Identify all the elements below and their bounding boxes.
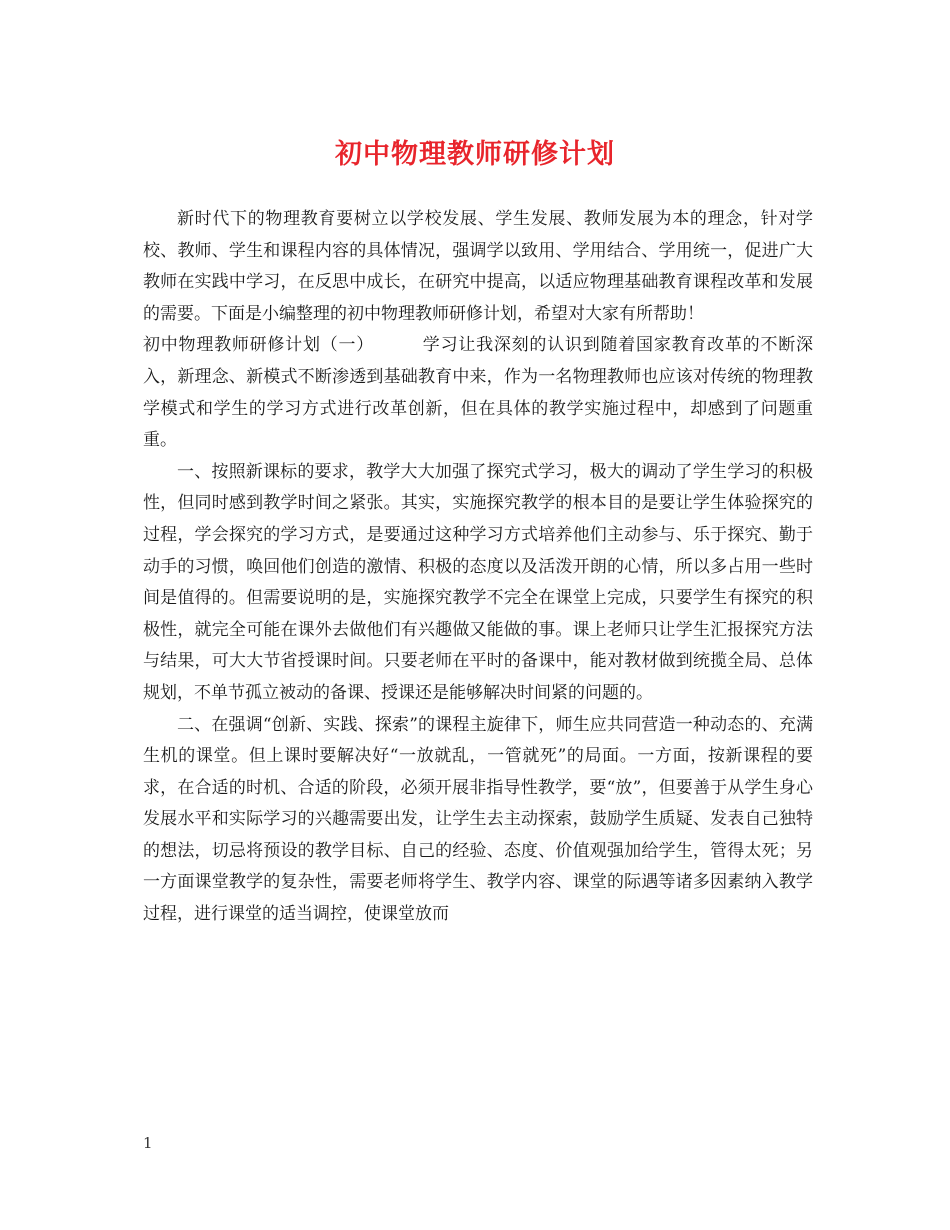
intro-paragraph: 新时代下的物理教育要树立以学校发展、学生发展、教师发展为本的理念，针对学校、教师、学生和课程内容的具体情况，强调学以致用、学用结合、学用统一，促进广大教师在实践中学习，在反思中成长，在研究中提高，以适应物理基础教育课程改革和发展的需要。下面是小编整理的初中物理教师研修计划，希望对大家有所帮助！ <box>143 209 813 324</box>
section-paragraph <box>143 330 813 456</box>
paragraph-one: 一、按照新课标的要求，教学大大加强了探究式学习，极大的调动了学生学习的积极性，但同时感到教学时间之紧张。其实，实施探究教学的根本目的是要让学生体验探究的过程，学会探究的学习方式，是要通过这种学习方式培养他们主动参与、乐于探究、勤于动手的习惯，唤回他们创造的激情、积极的态度以及活泼开朗的心情，所以多占用一些时间是值得的。但需要说明的是，实施探究教学不完全在课堂上完成，只要学生有探究的积极性，就完全可能在课外去做他们有兴趣做又能做的事。课上老师只让学生汇报探究方法与结果，可大大节省授课时间。只要老师在平时的备课中，能对教材做到统揽全局、总体规划，不单节孤立被动的备课、授课还是能够解决时间紧的问题的。 <box>143 461 813 703</box>
document-body <box>143 204 813 931</box>
page-number: 1 <box>143 1134 153 1152</box>
section-heading: 初中物理教师研修计划（一） <box>143 335 375 356</box>
page-title: 初中物理教师研修计划 <box>335 139 615 170</box>
section-lead: 学习让我深刻的认识到随着国家教育改革的不断深入，新理念、新模式不断渗透到基础教育中来，作为一名物理教师也应该对传统的物理教学模式和学生的学习方式进行改革创新，但在具体的教学实施过程中，却感到了问题重重。 <box>143 335 814 451</box>
paragraph-two: 二、在强调“创新、实践、探索”的课程主旋律下，师生应共同营造一种动态的、充满生机的课堂。但上课时要解决好“一放就乱，一管就死”的局面。一方面，按新课程的要求，在合适的时机、合适的阶段，必须开展非指导性教学，要“放”，但要善于从学生身心发展水平和实际学习的兴趣需要出发，让学生去主动探索，鼓励学生质疑、发表自己独特的想法，切忌将预设的教学目标、自己的经验、态度、价值观强加给学生，管得太死；另一方面课堂教学的复杂性，需要老师将学生、教学内容、课堂的际遇等诸多因素纳入教学过程，进行课堂的适当调控，使课堂放而 <box>143 714 813 925</box>
